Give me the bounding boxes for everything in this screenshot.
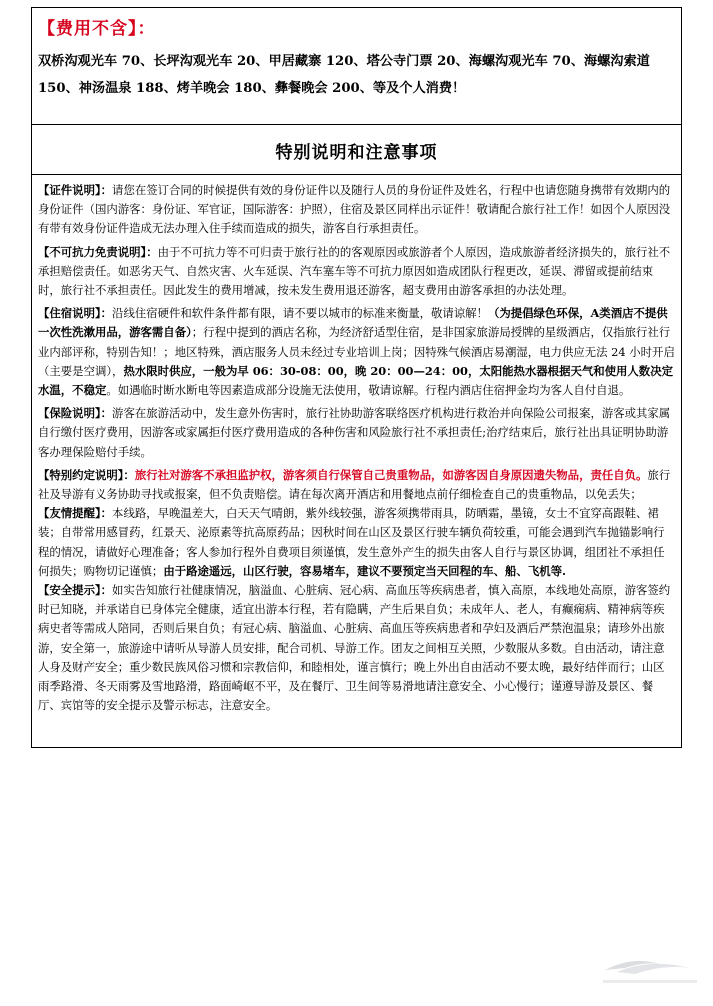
note-force-majeure bbox=[38, 243, 675, 301]
note-label: 【安全提示】： bbox=[38, 583, 113, 598]
note-text: 由于不可抗力等不可归责于旅行社的的客观原因或旅游者个人原因，造成旅游者经济损失的，旅行社不承担赔偿责任。如恶劣天气、自然灾害、火车延误、汽车塞车等不可抗力原因如造成团队行程更改，延误、滞留或提前结束时，旅行社不承担责任。因此发生的费用增减，按未发生费用退还游客，超支费用由游客承担的办法处理。 bbox=[38, 244, 671, 298]
note-text: 请您在签订合同的时候提供有效的身份证件以及随行人员的身份证件及姓名，行程中也请您随身携带有效期内的身份证件（国内游客：身份证、军官证，国际游客：护照），住宿及景区同样出示证件！敬请配合旅行社工作！如因个人原因没有带有效身份证件造成无法办理入住手续而造成的损失，游客自行承担责任。 bbox=[38, 183, 671, 236]
note-label: 【不可抗力免责说明】： bbox=[38, 244, 158, 259]
note-label: 【住宿说明】： bbox=[38, 306, 113, 321]
note-label: 【友情提醒】： bbox=[38, 506, 113, 521]
note-text: ；行程中提到的酒店名称，为经济舒适型住宿，是非国家旅游局授牌的星级酒店，仅指旅行社行业内部评称，特别告知！；地区特殊，酒店服务人员未经过专业培训上岗；因特殊气候酒店易潮湿，电力供应无法 24 小时开启（主要是空调）， bbox=[38, 325, 675, 378]
note-bold-text: 由于路途遥远，山区行驶，容易堵车，建议不要预定当天回程的车、船、飞机等. bbox=[163, 563, 566, 578]
fees-excluded-text: 双桥沟观光车 70、长坪沟观光车 20、甲居藏寨 120、塔公寺门票 20、海螺沟观光车 70、海螺沟索道 150、神汤温泉 188、烤羊晚会 180、彝餐晚会 200、等及个人消费！ bbox=[38, 54, 650, 96]
note-text: 。如遇临时断水断电等因素造成部分设施无法使用，敬请谅解。行程内酒店住宿押金均为客人自付自退。 bbox=[106, 383, 631, 398]
watermark-logo-icon bbox=[595, 952, 705, 992]
note-safety bbox=[38, 581, 675, 715]
fees-excluded-section bbox=[32, 8, 681, 125]
document-frame bbox=[31, 7, 682, 748]
note-text: 如实告知旅行社健康情况，脑溢血、心脏病、冠心病、高血压等疾病患者，慎入高原，本线地处高原，游客签约时已知晓，并承诺自已身体完全健康，适宜出游本行程，若有隐瞒，产生后果自负；未成年人、老人，有癫痫病、精神病等疾病史者等需成人陪同，否则后果自负；有冠心病、脑溢血、心脏病、高血压等疾病患者和孕妇及酒后严禁泡温泉；请珍外出旅游，安全第一，旅游途中请听从导游人员安排，配合司机、导游工作。团友之间相互关照，少数服从多数。自由活动，请注意人身及财产安全；重少数民族风俗习惯和宗教信仰，和睦相处，谨言慎行；晚上外出自由活动不要太晚，最好结伴而行；山区雨季路滑、冬天雨雾及雪地路滑，路面崎岖不平，及在餐厅、卫生间等易滑地请注意安全、小心慢行；谨遵导游及景区、餐厅、宾馆等的安全提示及警示标志，注意安全。 bbox=[38, 583, 671, 713]
note-special-agreement bbox=[38, 466, 675, 504]
section-header bbox=[32, 125, 681, 175]
note-accommodation bbox=[38, 304, 675, 400]
section-title: 特别说明和注意事项 bbox=[275, 143, 438, 163]
note-bold-text: 热水限时供应，一般为早 06：30-08：00，晚 20：00—24：00，太阳能热水器根据天气和使用人数决定水温，不稳定 bbox=[38, 363, 673, 398]
fees-excluded-title: 【费用不含】： bbox=[38, 19, 156, 39]
note-red-text: 旅行社对游客不承担监护权，游客须自行保管自己贵重物品，如游客因自身原因遗失物品，责任自负。 bbox=[134, 467, 648, 482]
note-text: 游客在旅游活动中，发生意外伤害时，旅行社协助游客联络医疗机构进行救治并向保险公司报案，游客或其家属自行缴付医疗费用，因游客或家属拒付医疗费用造成的各种伤害和风险旅行社不承担责任;治疗结束后，旅行社出具证明协助游客办理保险赔付手续。 bbox=[38, 406, 671, 459]
note-bold-text: （为提倡绿色环保，A类酒店不提供一次性洗漱用品，游客需自备） bbox=[38, 306, 668, 340]
note-label: 【保险说明】： bbox=[38, 406, 113, 421]
notes-body bbox=[38, 181, 675, 719]
note-text: 旅行社及导游有义务协助寻找或报案，但不负责赔偿。请在每次离开酒店和用餐地点前仔细检查自己的贵重物品，以免丢失； bbox=[38, 467, 671, 502]
note-friendly-reminder bbox=[38, 504, 675, 581]
note-insurance bbox=[38, 404, 675, 462]
note-text: 本线路，早晚温差大，白天天气晴朗，紫外线较强，游客须携带雨具，防晒霜，墨镜，女士不宜穿高跟鞋、裙装；自带常用感冒药，红景天、泌原素等抗高原药品；因秋时间在山区及景区行驶车辆负荷较重，可能会遇到汽车抛锚影响行程的情况，请做好心理准备；客人参加行程外自费项目须谨慎，发生意外产生的损失由客人自行与景区协调，组团社不承担任何损失；购物切记谨慎； bbox=[38, 506, 665, 578]
note-label: 【特别约定说明】： bbox=[38, 467, 135, 482]
note-label: 【证件说明】： bbox=[38, 183, 113, 197]
notes-section bbox=[32, 175, 681, 747]
note-id-documents bbox=[38, 181, 675, 239]
note-text: 沿线住宿硬件和软件条件都有限，请不要以城市的标准来衡量，敬请谅解！ bbox=[112, 306, 488, 321]
